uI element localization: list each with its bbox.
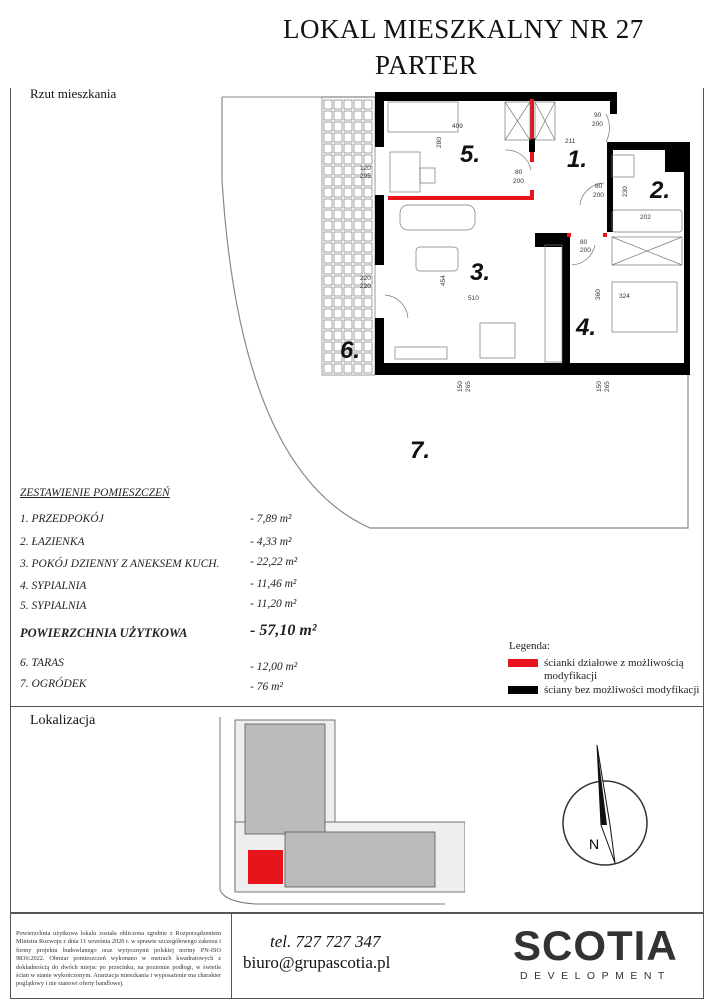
dim-door-room5-w: 80: [515, 169, 523, 176]
dim-room4-width: 324: [619, 293, 630, 300]
room-area: - 11,46 m²: [250, 578, 297, 590]
terrace-tile: [354, 199, 362, 208]
terrace-tile: [364, 232, 372, 241]
legend-label: ścianki działowe z możliwością modyfikacji: [544, 657, 684, 682]
terrace-tile: [364, 122, 372, 131]
dim-window-room5-h: 205: [360, 173, 371, 180]
terrace-tile: [344, 111, 352, 120]
terrace-tile: [344, 100, 352, 109]
terrace-tile: [364, 320, 372, 329]
terrace-tile: [334, 199, 342, 208]
brand-logo: SCOTIA: [513, 922, 678, 969]
compass-north-label: N: [589, 836, 600, 852]
terrace-tile: [324, 166, 332, 175]
terrace-tile: [334, 287, 342, 296]
terrace-tile: [324, 243, 332, 252]
total-area-value: - 57,10 m²: [250, 622, 317, 639]
terrace-tile: [354, 298, 362, 307]
terrace-tile: [334, 133, 342, 142]
dim-door-room5-h: 200: [513, 178, 524, 185]
room-area: - 11,20 m²: [250, 598, 297, 610]
terrace-tile: [334, 309, 342, 318]
terrace-tile: [334, 232, 342, 241]
terrace-tile: [334, 265, 342, 274]
dim-door-entry-h: 200: [592, 121, 603, 128]
terrace-tile: [334, 254, 342, 263]
terrace-tile: [344, 199, 352, 208]
terrace-tile: [334, 364, 342, 373]
email[interactable]: biuro@grupascotia.pl: [243, 953, 391, 972]
terrace-tile: [354, 364, 362, 373]
terrace-tile: [354, 254, 362, 263]
terrace-tile: [344, 122, 352, 131]
terrace-tile: [344, 133, 352, 142]
terrace-tile: [344, 298, 352, 307]
terrace-tile: [344, 232, 352, 241]
dim-window-terrace-w: 220: [360, 275, 371, 282]
terrace-tile: [344, 243, 352, 252]
terrace-tile: [324, 276, 332, 285]
terrace-tile: [354, 221, 362, 230]
room-name: 4. SYPIALNIA: [20, 580, 87, 592]
terrace-tile: [354, 320, 362, 329]
disclaimer: Powierzchnia użytkowa lokalu została obliczona zgodnie z Rozporządzeniem Ministra Rozwoju z dnia 11 września 2020 r. w sprawie szczegółowego zakresu i formy projektu budowlanego oraz wytycznymi polskiej normy PN-ISO 9836:2022. Obmiar pomieszczeń wykonano w metrach kwadratowych z dokładnością do dwóch miejsc po przecinku, na poziomie podłogi, w świetle ścian w stanie wykończonym. Aranżacja mieszkania i wyposażenie ma charakter poglądowy i nie stanowi oferty handlowej.: [16, 930, 221, 988]
terrace-tile: [334, 188, 342, 197]
terrace-tile: [364, 254, 372, 263]
terrace-tile: [364, 364, 372, 373]
terrace-tile: [354, 188, 362, 197]
terrace-tile: [324, 353, 332, 362]
terrace-tile: [364, 144, 372, 153]
terrace-tile: [334, 177, 342, 186]
terrace-tile: [364, 331, 372, 340]
terrace-tile: [324, 254, 332, 263]
terrace-tile: [354, 232, 362, 241]
legend-swatch-black: [508, 686, 538, 694]
dim-window-room3-h: 265: [465, 381, 472, 392]
dim-bath-depth: 230: [622, 186, 629, 197]
terrace-tile: [364, 188, 372, 197]
terrace-tile: [334, 276, 342, 285]
terrace-tile: [364, 155, 372, 164]
dim-room3-width: 510: [468, 295, 479, 302]
terrace-tile: [324, 298, 332, 307]
terrace-tile: [364, 221, 372, 230]
room-name: 3. POKÓJ DZIENNY Z ANEKSEM KUCH.: [20, 558, 220, 570]
terrace-tile: [344, 166, 352, 175]
terrace-tile: [334, 298, 342, 307]
dim-window-room3-w: 150: [457, 381, 464, 392]
terrace-tile: [364, 309, 372, 318]
terrace-tile: [344, 276, 352, 285]
terrace-tile: [354, 210, 362, 219]
terrace-tile: [334, 166, 342, 175]
terrace-tile: [344, 155, 352, 164]
room-area: - 7,89 m²: [250, 513, 292, 525]
terrace-tile: [324, 210, 332, 219]
terrace-tile: [324, 177, 332, 186]
legend-swatch-red: [508, 659, 538, 667]
terrace-tile: [354, 144, 362, 153]
terrace-tile: [344, 364, 352, 373]
terrace-tile: [344, 320, 352, 329]
terrace-tile: [364, 100, 372, 109]
total-area-label: POWIERZCHNIA UŻYTKOWA: [20, 626, 188, 640]
brand-subtitle: DEVELOPMENT: [520, 970, 671, 982]
site-plan: [215, 712, 465, 908]
terrace-tile: [354, 309, 362, 318]
dim-window-room5-w: 120: [360, 165, 371, 172]
terrace-tile: [324, 309, 332, 318]
terrace-tile: [344, 309, 352, 318]
terrace-tile: [324, 221, 332, 230]
room-number-3: 3.: [470, 259, 491, 286]
garden-outline: [222, 97, 688, 528]
room-area: - 76 m²: [250, 681, 283, 693]
terrace-tile: [324, 155, 332, 164]
terrace-tile: [334, 155, 342, 164]
terrace-tile: [324, 100, 332, 109]
terrace-tile: [334, 111, 342, 120]
terrace-tile: [324, 265, 332, 274]
room-name: 2. ŁAZIENKA: [20, 536, 85, 548]
terrace-tile: [364, 111, 372, 120]
dim-window-terrace-h: 220: [360, 283, 371, 290]
dim-door-bath-h: 200: [593, 192, 604, 199]
phone[interactable]: tel. 727 727 347: [270, 932, 381, 951]
terrace-tile: [324, 331, 332, 340]
terrace-tile: [324, 199, 332, 208]
location-label: Lokalizacja: [30, 713, 96, 728]
room-name: 5. SYPIALNIA: [20, 600, 87, 612]
legend-title: Legenda:: [509, 640, 550, 652]
terrace-tile: [344, 144, 352, 153]
page-title: LOKAL MIESZKALNY NR 27: [283, 14, 644, 44]
dim-window-room4-h: 265: [604, 381, 611, 392]
terrace-tile: [364, 133, 372, 142]
terrace-tile: [334, 144, 342, 153]
terrace-tile: [364, 298, 372, 307]
terrace-tile: [334, 210, 342, 219]
rooms-heading: ZESTAWIENIE POMIESZCZEŃ: [20, 487, 170, 499]
terrace-tile: [354, 243, 362, 252]
room-area: - 4,33 m²: [250, 536, 292, 548]
dim-room3-depth: 454: [440, 275, 447, 286]
terrace-tile: [364, 342, 372, 351]
dim-room5-depth: 280: [436, 137, 443, 148]
dim-door-entry-w: 90: [594, 112, 602, 119]
terrace-tile: [334, 221, 342, 230]
dim-room5-width: 409: [452, 123, 463, 130]
dim-door-room4-w: 80: [580, 239, 588, 246]
room-number-5: 5.: [460, 141, 481, 168]
terrace-tile: [344, 221, 352, 230]
terrace-tile: [334, 122, 342, 131]
room-number-2: 2.: [650, 177, 671, 204]
terrace-tile: [344, 254, 352, 263]
terrace-tile: [364, 353, 372, 362]
room-name: 7. OGRÓDEK: [20, 678, 87, 690]
dim-bath-tub: 202: [640, 214, 651, 221]
room-area: - 22,22 m²: [250, 556, 298, 568]
terrace-tile: [324, 320, 332, 329]
terrace-tile: [344, 287, 352, 296]
terrace-tile: [334, 243, 342, 252]
legend-label: ściany bez możliwości modyfikacji: [544, 684, 700, 696]
terrace-tile: [324, 287, 332, 296]
room-number-4: 4.: [576, 314, 597, 341]
terrace-tile: [354, 155, 362, 164]
room-name: 6. TARAS: [20, 657, 64, 669]
terrace-tile: [364, 199, 372, 208]
dim-room1-width: 211: [565, 138, 576, 145]
terrace-tile: [324, 342, 332, 351]
terrace-tile: [344, 210, 352, 219]
footer-divider: [231, 912, 232, 998]
room-number-1: 1.: [567, 146, 588, 173]
terrace-tile: [324, 144, 332, 153]
terrace-tile: [324, 111, 332, 120]
room-number-7: 7.: [410, 437, 431, 464]
terrace-tile: [334, 320, 342, 329]
terrace-tile: [324, 232, 332, 241]
dim-door-room4-h: 200: [580, 247, 591, 254]
dim-window-room4-w: 150: [596, 381, 603, 392]
terrace-tile: [364, 210, 372, 219]
terrace-tile: [334, 100, 342, 109]
terrace-tile: [364, 243, 372, 252]
dim-room4-depth: 360: [595, 289, 602, 300]
terrace-tile: [324, 188, 332, 197]
terrace-tile: [344, 177, 352, 186]
terrace-tile: [344, 265, 352, 274]
terrace-tile: [344, 188, 352, 197]
apartment-location-marker: [248, 850, 283, 884]
terrace-grid: [322, 97, 375, 375]
floor-label: PARTER: [375, 50, 478, 80]
terrace-tile: [354, 122, 362, 131]
terrace-tile: [364, 265, 372, 274]
terrace-tile: [324, 364, 332, 373]
terrace-tile: [324, 133, 332, 142]
room-name: 1. PRZEDPOKÓJ: [20, 513, 104, 525]
plan-section-label: Rzut mieszkania: [30, 86, 117, 101]
terrace-tile: [324, 122, 332, 131]
terrace-tile: [354, 133, 362, 142]
terrace-tile: [354, 100, 362, 109]
room-area: - 12,00 m²: [250, 661, 298, 673]
terrace-tile: [354, 111, 362, 120]
dim-door-bath-w: 80: [595, 183, 603, 190]
room-number-6: 6.: [340, 337, 361, 364]
compass: [555, 745, 665, 875]
terrace-tile: [354, 265, 362, 274]
